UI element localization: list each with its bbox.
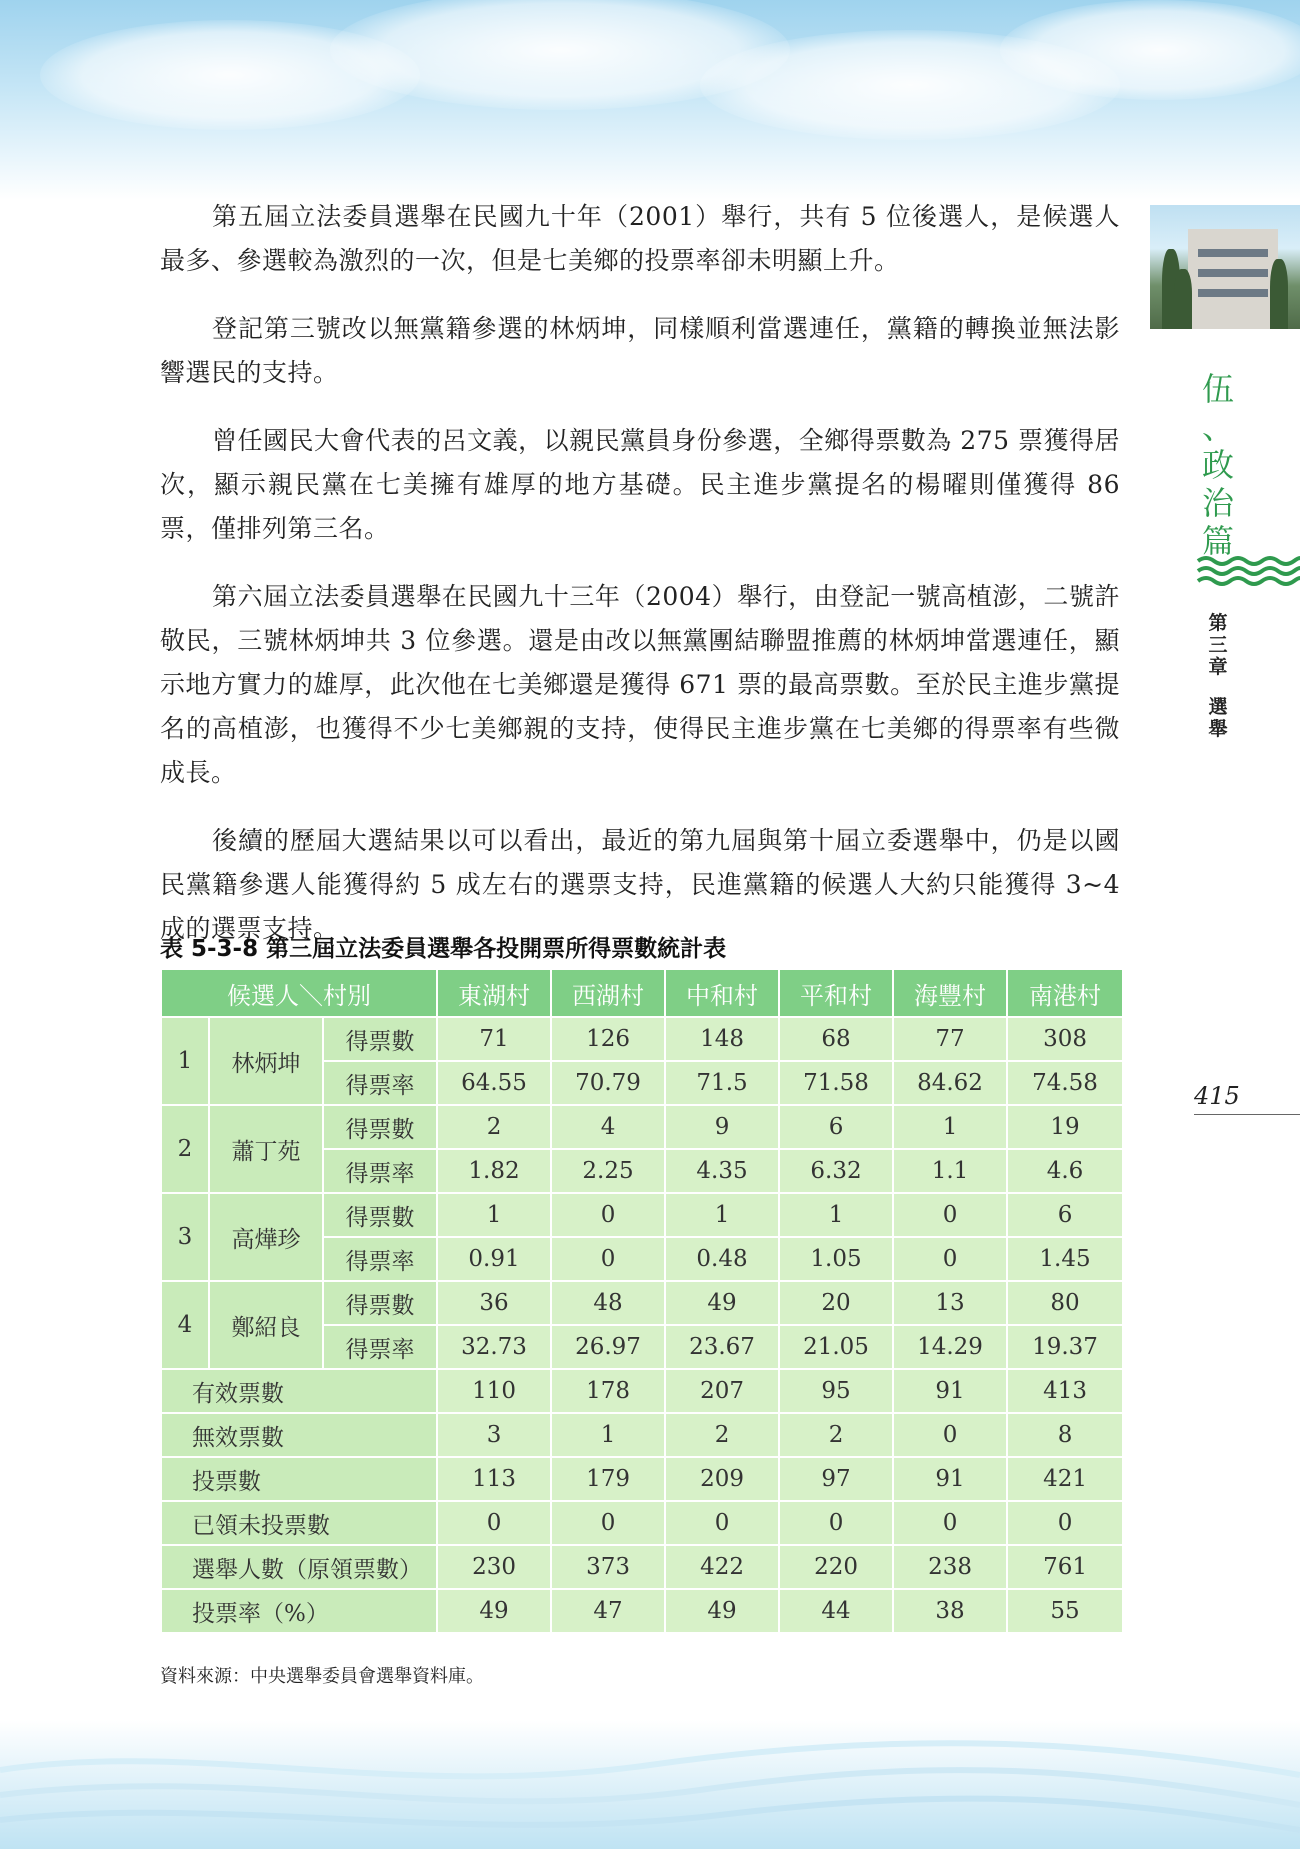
table-row <box>161 1281 1123 1325</box>
chapter-label <box>1203 612 1233 740</box>
table-cell: 55 <box>1007 1589 1123 1633</box>
row-label: 得票率 <box>323 1061 437 1105</box>
candidate-name: 鄭紹良 <box>209 1281 323 1369</box>
table-cell: 32.73 <box>437 1325 551 1369</box>
table-cell: 0 <box>893 1413 1007 1457</box>
chapter-char: 章 <box>1208 656 1228 678</box>
table-cell: 0.91 <box>437 1237 551 1281</box>
table-cell: 19.37 <box>1007 1325 1123 1369</box>
section-char: 篇 <box>1201 522 1234 560</box>
table-cell: 71.5 <box>665 1061 779 1105</box>
table-cell: 0 <box>551 1501 665 1545</box>
section-char: 伍 <box>1201 370 1234 408</box>
table-cell: 238 <box>893 1545 1007 1589</box>
summary-row <box>161 1413 1123 1457</box>
candidate-number: 4 <box>161 1281 209 1369</box>
section-char: 治 <box>1201 484 1234 522</box>
table-cell: 3 <box>437 1413 551 1457</box>
table-cell: 97 <box>779 1457 893 1501</box>
table-cell: 49 <box>665 1589 779 1633</box>
table-cell: 44 <box>779 1589 893 1633</box>
summary-row <box>161 1369 1123 1413</box>
table-cell: 19 <box>1007 1105 1123 1149</box>
table-cell: 413 <box>1007 1369 1123 1413</box>
row-label: 得票數 <box>323 1105 437 1149</box>
wave-divider-icon <box>1196 555 1300 591</box>
candidate-number: 2 <box>161 1105 209 1193</box>
header-village: 西湖村 <box>551 969 665 1017</box>
chapter-char: 舉 <box>1208 718 1228 740</box>
row-label: 得票數 <box>323 1017 437 1061</box>
table-cell: 49 <box>437 1589 551 1633</box>
table-cell: 6.32 <box>779 1149 893 1193</box>
summary-row <box>161 1501 1123 1545</box>
row-label: 得票率 <box>323 1237 437 1281</box>
paragraph: 第六屆立法委員選舉在民國九十三年（2004）舉行，由登記一號高植澎，二號許敬民，三號林炳坤共 3 位參選。還是由改以無黨團結聯盟推薦的林炳坤當選連任，顯示地方實力的雄厚，此次他在七美鄉還是獲得 671 票的最高票數。至於民主進步黨提名的高植澎，也獲得不少七美鄉親的支持，使得民主進步黨在七美鄉的得票率有些微成長。 <box>160 582 1120 787</box>
table-cell: 6 <box>779 1105 893 1149</box>
table-cell: 13 <box>893 1281 1007 1325</box>
table-cell: 26.97 <box>551 1325 665 1369</box>
summary-label: 選舉人數（原領票數） <box>161 1545 437 1589</box>
summary-label: 投票數 <box>161 1457 437 1501</box>
paragraph: 曾任國民大會代表的呂文義，以親民黨員身份參選，全鄉得票數為 275 票獲得居次，顯示親民黨在七美擁有雄厚的地方基礎。民主進步黨提名的楊曜則僅獲得 86 票，僅排列第三名。 <box>160 426 1120 543</box>
table-cell: 1.05 <box>779 1237 893 1281</box>
table-cell: 38 <box>893 1589 1007 1633</box>
table-cell: 207 <box>665 1369 779 1413</box>
table-cell: 0 <box>893 1237 1007 1281</box>
table-cell: 4.6 <box>1007 1149 1123 1193</box>
row-label: 得票率 <box>323 1325 437 1369</box>
candidate-name: 蕭丁苑 <box>209 1105 323 1193</box>
table-cell: 48 <box>551 1281 665 1325</box>
table-cell: 0 <box>779 1501 893 1545</box>
table-cell: 23.67 <box>665 1325 779 1369</box>
table-cell: 308 <box>1007 1017 1123 1061</box>
section-title <box>1198 370 1238 560</box>
table-cell: 0 <box>893 1501 1007 1545</box>
table-cell: 220 <box>779 1545 893 1589</box>
table-cell: 71.58 <box>779 1061 893 1105</box>
table-cell: 14.29 <box>893 1325 1007 1369</box>
table-cell: 2 <box>437 1105 551 1149</box>
table-cell: 148 <box>665 1017 779 1061</box>
table-cell: 20 <box>779 1281 893 1325</box>
table-cell: 1 <box>779 1193 893 1237</box>
table-cell: 70.79 <box>551 1061 665 1105</box>
row-label: 得票數 <box>323 1281 437 1325</box>
table-title: 表 5-3-8 第三屆立法委員選舉各投開票所得票數統計表 <box>160 936 727 962</box>
header-village: 平和村 <box>779 969 893 1017</box>
header-candidate-village: 候選人＼村別 <box>161 969 437 1017</box>
table-cell: 1 <box>665 1193 779 1237</box>
summary-row <box>161 1589 1123 1633</box>
table-cell: 0.48 <box>665 1237 779 1281</box>
table-cell: 0 <box>1007 1501 1123 1545</box>
table-cell: 110 <box>437 1369 551 1413</box>
row-label: 得票數 <box>323 1193 437 1237</box>
table-cell: 422 <box>665 1545 779 1589</box>
table-cell: 0 <box>551 1237 665 1281</box>
summary-label: 投票率（%） <box>161 1589 437 1633</box>
table-cell: 1 <box>551 1413 665 1457</box>
table-cell: 64.55 <box>437 1061 551 1105</box>
chapter-char: 選 <box>1208 696 1228 718</box>
header-village: 東湖村 <box>437 969 551 1017</box>
table-cell: 1 <box>437 1193 551 1237</box>
table-cell: 68 <box>779 1017 893 1061</box>
section-char: 、 <box>1201 408 1234 446</box>
table-cell: 36 <box>437 1281 551 1325</box>
table-cell: 9 <box>665 1105 779 1149</box>
paragraph: 後續的歷屆大選結果以可以看出，最近的第九屆與第十屆立委選舉中，仍是以國民黨籍參選人能獲得約 5 成左右的選票支持，民進黨籍的候選人大約只能獲得 3~4 成的選票支持。 <box>160 826 1120 943</box>
table-cell: 373 <box>551 1545 665 1589</box>
summary-row <box>161 1457 1123 1501</box>
table-cell: 91 <box>893 1457 1007 1501</box>
table-row <box>161 1193 1123 1237</box>
table-cell: 49 <box>665 1281 779 1325</box>
chapter-char: 三 <box>1208 634 1228 656</box>
table-cell: 179 <box>551 1457 665 1501</box>
township-office-photo <box>1150 205 1300 329</box>
candidate-name: 林炳坤 <box>209 1017 323 1105</box>
header-village: 海豐村 <box>893 969 1007 1017</box>
vote-table <box>160 968 1124 1634</box>
candidate-number: 1 <box>161 1017 209 1105</box>
table-cell: 761 <box>1007 1545 1123 1589</box>
table-cell: 21.05 <box>779 1325 893 1369</box>
table-cell: 113 <box>437 1457 551 1501</box>
table-cell: 1.1 <box>893 1149 1007 1193</box>
table-cell: 77 <box>893 1017 1007 1061</box>
table-cell: 1.82 <box>437 1149 551 1193</box>
table-cell: 6 <box>1007 1193 1123 1237</box>
summary-label: 有效票數 <box>161 1369 437 1413</box>
summary-row <box>161 1545 1123 1589</box>
table-row <box>161 1105 1123 1149</box>
summary-label: 無效票數 <box>161 1413 437 1457</box>
table-cell: 4 <box>551 1105 665 1149</box>
header-village: 南港村 <box>1007 969 1123 1017</box>
table-cell: 8 <box>1007 1413 1123 1457</box>
table-cell: 209 <box>665 1457 779 1501</box>
table-cell: 0 <box>665 1501 779 1545</box>
ocean-wave-decoration <box>0 1720 1300 1849</box>
table-cell: 74.58 <box>1007 1061 1123 1105</box>
table-cell: 71 <box>437 1017 551 1061</box>
table-cell: 0 <box>551 1193 665 1237</box>
row-label: 得票率 <box>323 1149 437 1193</box>
table-cell: 0 <box>437 1501 551 1545</box>
table-cell: 2 <box>779 1413 893 1457</box>
table-cell: 1 <box>893 1105 1007 1149</box>
table-cell: 126 <box>551 1017 665 1061</box>
sky-banner <box>0 0 1300 200</box>
paragraph: 第五屆立法委員選舉在民國九十年（2001）舉行，共有 5 位後選人，是候選人最多、參選較為激烈的一次，但是七美鄉的投票率卻未明顯上升。 <box>160 202 1120 275</box>
header-village: 中和村 <box>665 969 779 1017</box>
summary-label: 已領未投票數 <box>161 1501 437 1545</box>
table-header-row <box>161 969 1123 1017</box>
table-cell: 230 <box>437 1545 551 1589</box>
table-cell: 4.35 <box>665 1149 779 1193</box>
table-cell: 421 <box>1007 1457 1123 1501</box>
table-cell: 2 <box>665 1413 779 1457</box>
table-cell: 47 <box>551 1589 665 1633</box>
table-cell: 95 <box>779 1369 893 1413</box>
table-source-note: 資料來源：中央選舉委員會選舉資料庫。 <box>160 1666 484 1687</box>
table-cell: 84.62 <box>893 1061 1007 1105</box>
table-cell: 2.25 <box>551 1149 665 1193</box>
table-cell: 178 <box>551 1369 665 1413</box>
section-char: 政 <box>1201 446 1234 484</box>
candidate-name: 高燁珍 <box>209 1193 323 1281</box>
table-cell: 91 <box>893 1369 1007 1413</box>
table-row <box>161 1017 1123 1061</box>
table-cell: 0 <box>893 1193 1007 1237</box>
table-cell: 80 <box>1007 1281 1123 1325</box>
candidate-number: 3 <box>161 1193 209 1281</box>
body-text <box>160 195 1120 975</box>
page-number: 415 <box>1194 1082 1300 1115</box>
chapter-char: 第 <box>1208 612 1228 634</box>
table-cell: 1.45 <box>1007 1237 1123 1281</box>
paragraph: 登記第三號改以無黨籍參選的林炳坤，同樣順利當選連任，黨籍的轉換並無法影響選民的支持。 <box>160 314 1120 387</box>
